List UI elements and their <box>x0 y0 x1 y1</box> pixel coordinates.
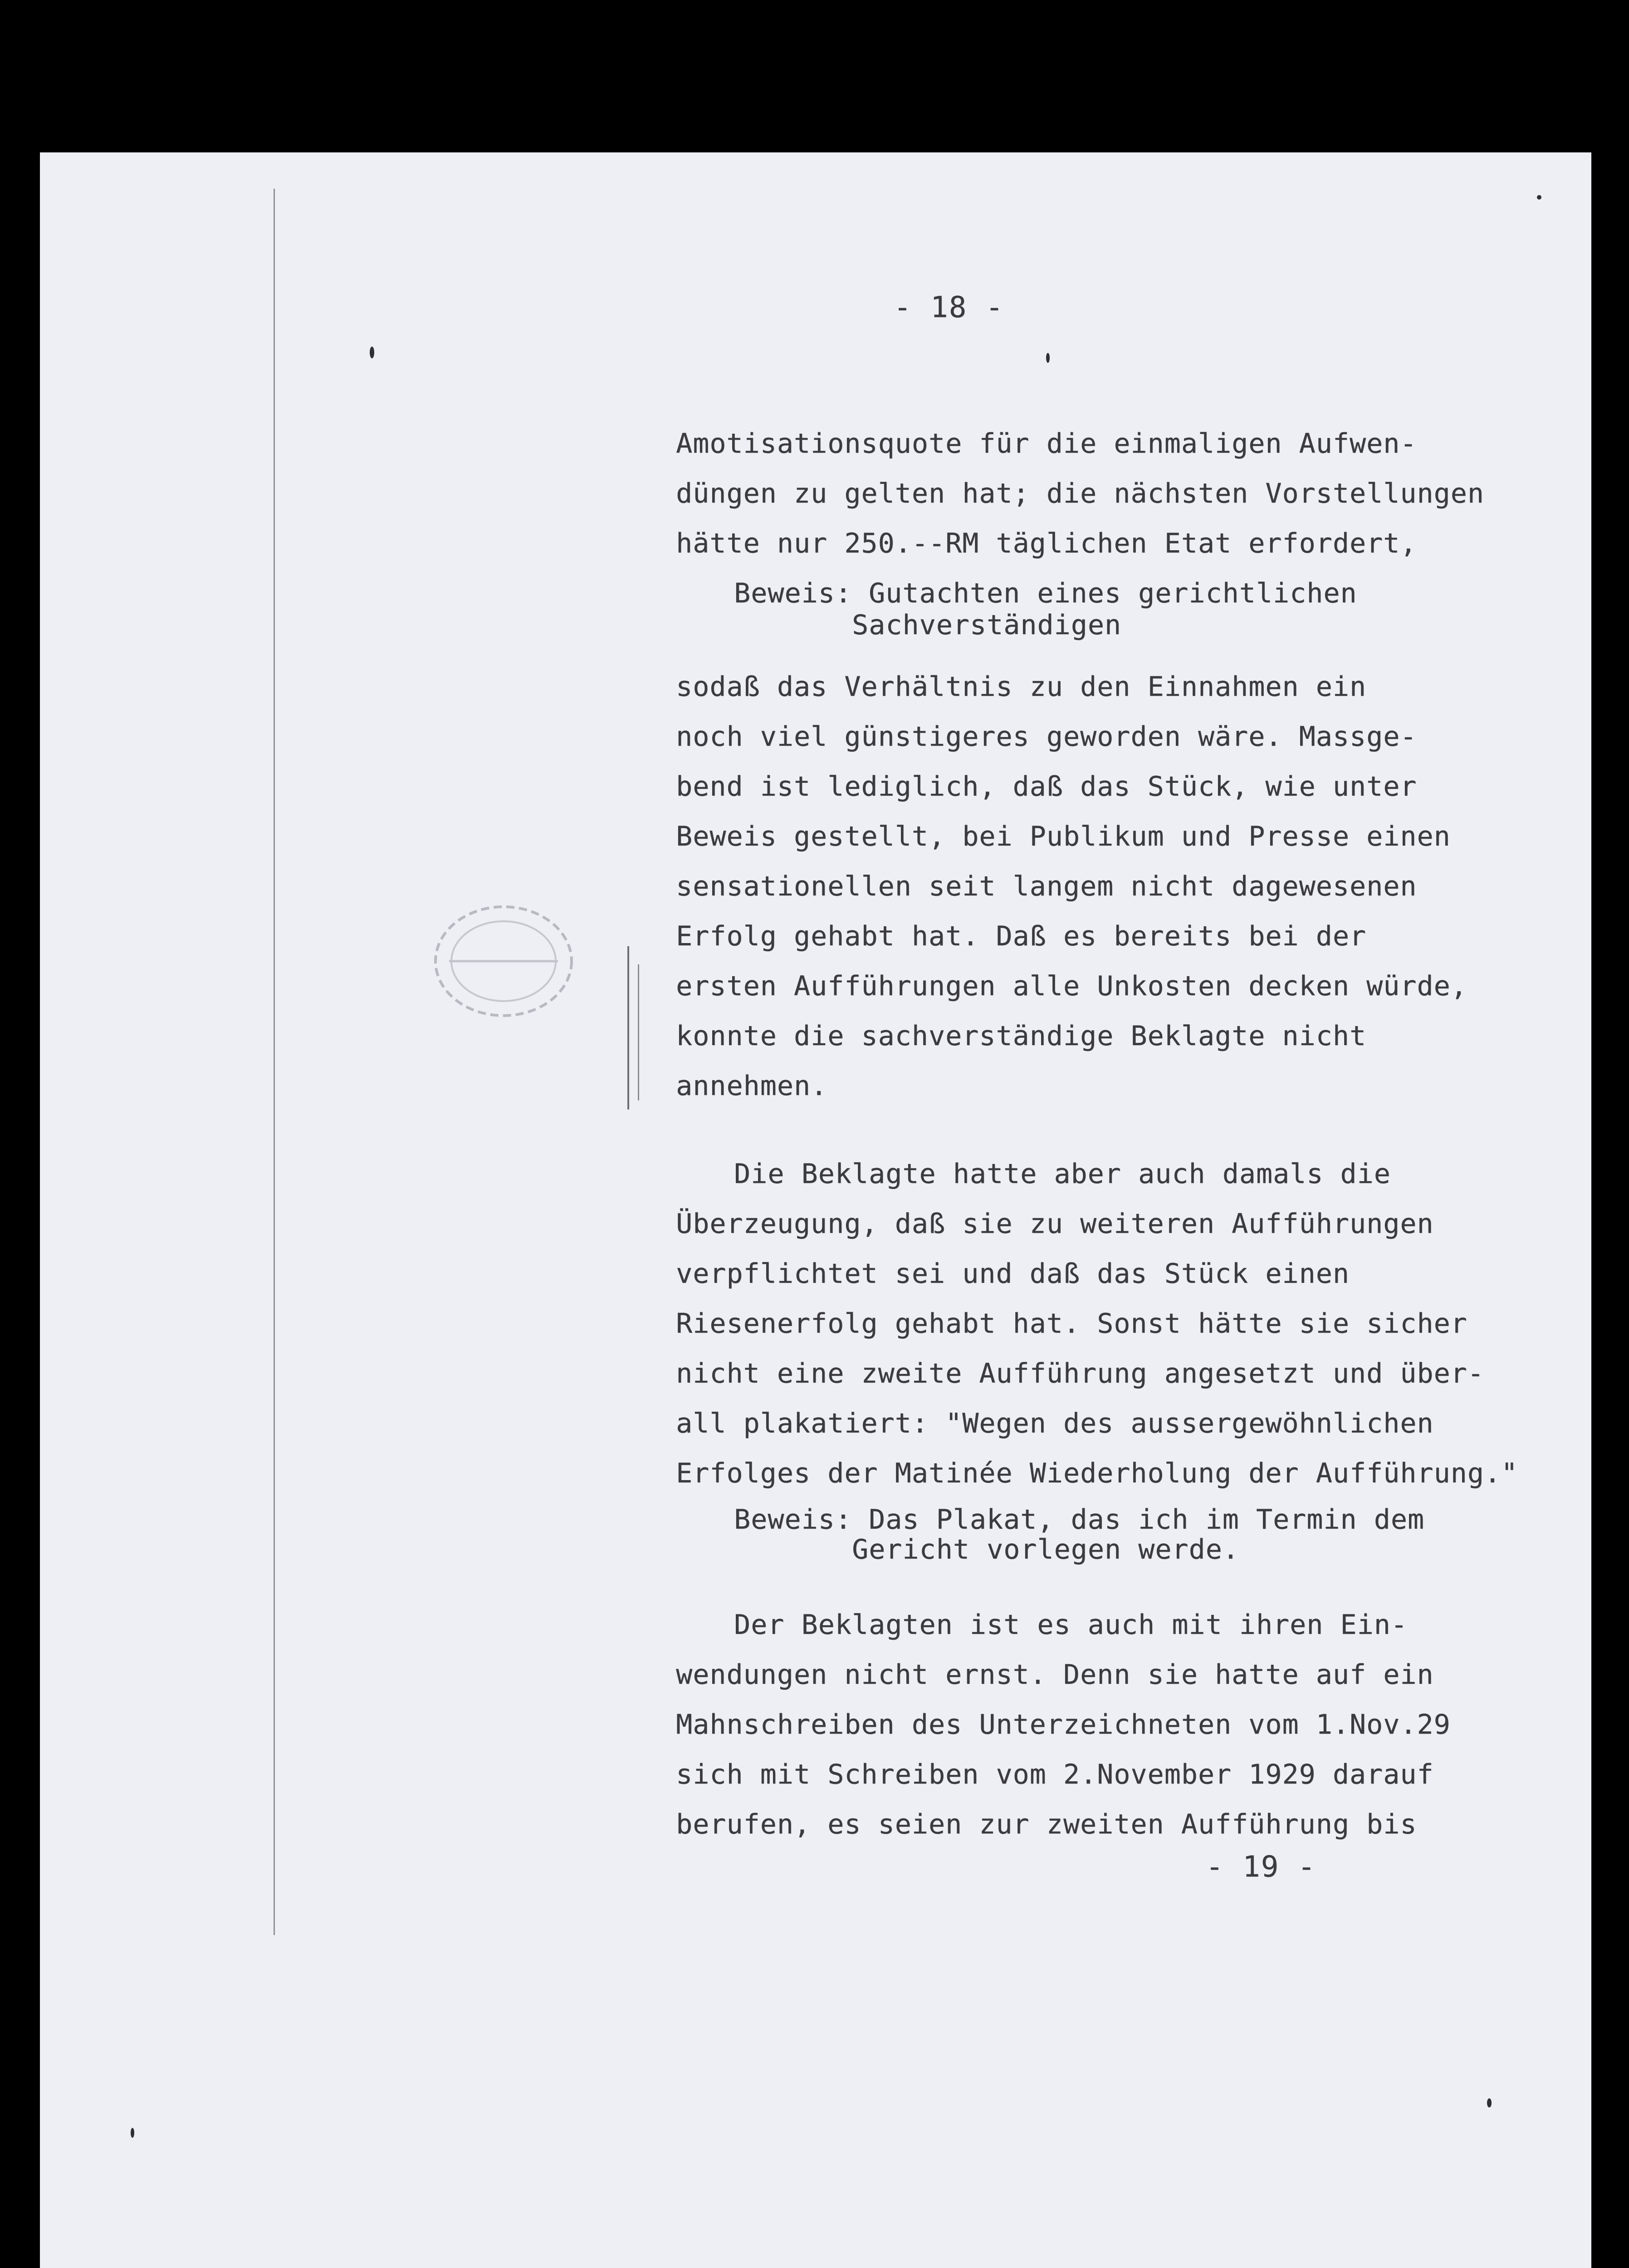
margin-pencil-mark <box>627 946 629 1110</box>
text-line: verpflichtet sei und daß das Stück einen <box>676 1258 1350 1290</box>
text-line: Beweis: Gutachten eines gerichtlichen <box>734 577 1357 609</box>
text-line: Die Beklagte hatte aber auch damals die <box>734 1158 1391 1190</box>
text-line: konnte die sachverständige Beklagte nicht <box>676 1020 1367 1052</box>
text-line: all plakatiert: "Wegen des aussergewöhnlichen <box>676 1408 1434 1439</box>
left-margin-rule <box>274 189 275 1935</box>
text-line: Erfolg gehabt hat. Daß es bereits bei der <box>676 920 1367 952</box>
text-line: ersten Aufführungen alle Unkosten decken würde, <box>676 970 1468 1002</box>
text-line: annehmen. <box>676 1070 828 1102</box>
text-line: düngen zu gelten hat; die nächsten Vorstellungen <box>676 478 1484 509</box>
text-line: sich mit Schreiben vom 2.November 1929 darauf <box>676 1759 1434 1790</box>
text-line: Mahnschreiben des Unterzeichneten vom 1.Nov.29 <box>676 1709 1451 1740</box>
paper-speck <box>1046 353 1050 363</box>
paper-speck <box>1537 195 1541 200</box>
margin-pencil-mark <box>638 964 639 1100</box>
text-line: nicht eine zweite Aufführung angesetzt und über- <box>676 1358 1484 1389</box>
text-line: hätte nur 250.--RM täglichen Etat erfordert, <box>676 528 1417 559</box>
footer-page-number: - 19 - <box>1206 1850 1316 1884</box>
paper-speck <box>370 347 374 358</box>
text-line: sensationellen seit langem nicht dagewesenen <box>676 870 1417 902</box>
paper-speck <box>1487 2098 1492 2107</box>
text-line: wendungen nicht ernst. Denn sie hatte auf ein <box>676 1659 1434 1691</box>
header-page-number: - 18 - <box>894 291 1004 324</box>
text-line: Beweis: Das Plakat, das ich im Termin dem <box>734 1504 1425 1535</box>
text-line: bend ist lediglich, daß das Stück, wie unter <box>676 771 1417 802</box>
text-line: Riesenerfolg gehabt hat. Sonst hätte sie sicher <box>676 1308 1468 1339</box>
text-line: Sachverständigen <box>852 609 1121 641</box>
archive-stamp <box>422 895 585 1027</box>
text-line: Amotisationsquote für die einmaligen Aufwen- <box>676 428 1417 459</box>
text-line: Überzeugung, daß sie zu weiteren Aufführungen <box>676 1208 1434 1240</box>
text-line: berufen, es seien zur zweiten Aufführung bis <box>676 1809 1417 1840</box>
text-line: noch viel günstigeres geworden wäre. Massge- <box>676 721 1417 753</box>
text-line: Gericht vorlegen werde. <box>852 1534 1239 1565</box>
text-line: Erfolges der Matinée Wiederholung der Aufführung." <box>676 1457 1518 1489</box>
text-line: Beweis gestellt, bei Publikum und Presse einen <box>676 821 1451 852</box>
text-line: Der Beklagten ist es auch mit ihren Ein- <box>734 1609 1408 1641</box>
paper-speck <box>131 2128 134 2138</box>
document-page <box>40 152 1591 2268</box>
text-line: sodaß das Verhältnis zu den Einnahmen ein <box>676 671 1367 703</box>
